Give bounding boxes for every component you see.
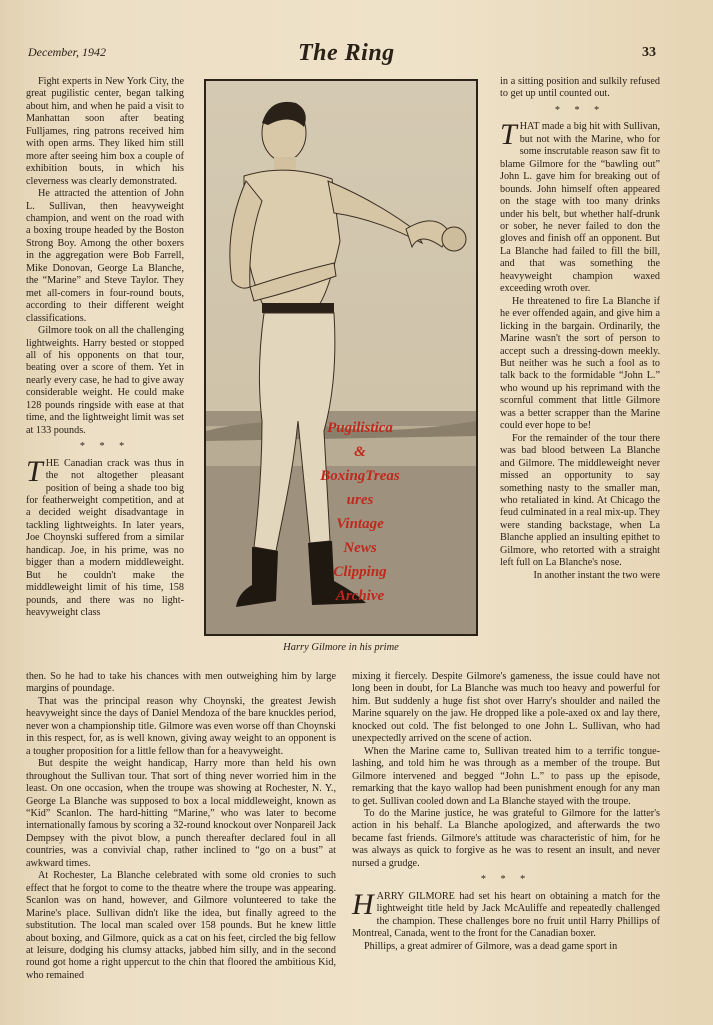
- paragraph: For the remainder of the tour there was bad blood between La Blanche and Gilmore. The middleweight never missed an opportunity to say something nasty to the smaller man, who retaliated in kind. At Chicago the feud culminated in a real mix-up. They were standing backstage, when La Blanche applied an insulting epithet to Gilmore, who retorted with a straight left full on La Blanche's nose.: [500, 432, 660, 569]
- right-column: [500, 76, 660, 582]
- paragraph: When the Marine came to, Sullivan treated him to a terrific tongue-lashing, and told him he was through as a member of the troupe. But Gilmore intervened and begged “John L.” to pass up the episode, remarking that the kayo wallop had been punishment enough for any man to get. Sullivan cooled down and La Blanche stayed with the troupe.: [352, 745, 660, 807]
- lower-right-column: [352, 671, 660, 953]
- paragraph: in a sitting position and sulkily refused to get up until counted out.: [500, 76, 660, 100]
- paragraph: Gilmore took on all the challenging lightweights. Harry bested or stopped all of his opponents on that tour, beating over a score of them. Yet in nearly every case, he had to give away considerable weight. He could make 128 pounds ringside with ease at that time, and the lightweight limit was set at 133 pounds.: [26, 325, 184, 436]
- section-divider: * * *: [79, 441, 131, 453]
- watermark-line: &: [354, 444, 366, 460]
- paragraph: Phillips, a great admirer of Gilmore, was a dead game sport in: [364, 940, 618, 952]
- paragraph: That was the principal reason why Choynski, the greatest Jewish heavyweight since the days of Daniel Mendoza of the bare knuckles period, never won a championship title. Gilmore was even worse off than Choynski in this respect, for, as is well known, giving away weight to an opponent is a tougher proposition for a little fellow than for a heavyweight.: [26, 695, 336, 757]
- left-column: [26, 76, 184, 619]
- paragraph: To do the Marine justice, he was grateful to Gilmore for the latter's action in his behalf. La Blanche apologized, and afterwards the two became fast friends. Gilmore's attitude was characteristic of him, for he was always as quick to forgive as he was to resent an insult, and never nursed a grudge.: [352, 807, 660, 869]
- drop-cap: T: [26, 454, 43, 488]
- paragraph: [500, 118, 660, 295]
- watermark-line: Clipping: [333, 564, 387, 580]
- paragraph: Fight experts in New York City, the great pugilistic center, began talking about him, and when he paid a visit to Manhattan soon after beating Fulljames, ring patrons received him with open arms. They liked him still more after seeing him box a couple of exhibition bouts, in which his cleverness was clearly demonstrated.: [26, 76, 184, 187]
- paragraph-text: HAT made a big hit with Sullivan, but not with the Marine, who for some inscrutable reason saw fit to blame Gilmore for the “bawling out” John L. gave him for breaking out of bounds. John himself often appeared on the stage with too many drinks under his belt, but whether half-drunk or sober, he never failed to don the gloves and finish off an opponent. But La Blanche had failed to fill the bill, and that was something the heavyweight champion waxed exceeding wroth over.: [500, 121, 660, 295]
- paragraph: But despite the weight handicap, Harry more than held his own throughout the Sullivan tour. That sort of thing never worried him in the least. On one occasion, when the troupe was showing at Rochester, N. Y., George La Blanche was supposed to box a local middleweight, known as “Kid” Scanlon. The hard-hitting “Marine,” who was later to become internationally famous by scoring a 32-round knockout over Nonpareil Jack Dempsey with the pivot blow, a punch thereafter declared foul in all countries, was a convivial chap, rather inclined to “go on a bust” at awkward times.: [26, 758, 336, 869]
- header-date: December, 1942: [28, 45, 106, 59]
- watermark-line: Vintage: [336, 516, 384, 532]
- paragraph: [352, 887, 660, 941]
- watermark: [300, 416, 420, 608]
- paragraph: mixing it fiercely. Despite Gilmore's gameness, the issue could have not long been in doubt, for La Blanche was much too heavy and powerful for him. But suddenly a huge fist shot over Harry's shoulder and nailed the Marine squarely on the jaw. He dropped like a pole-axed ox and lay there, knocked out cold. The fist belonged to one John L. Sullivan, who had unexpectedly arrived on the scene of action.: [352, 671, 660, 745]
- drop-cap: T: [500, 118, 517, 152]
- page-number: 33: [642, 45, 656, 60]
- paragraph: then. So he had to take his chances with men outweighing him by large margins of poundage.: [26, 671, 336, 695]
- paragraph-text: ARRY GILMORE had set his heart on obtaining a match for the lightweight title held by Jack McAuliffe and repeatedly challenged the champion. These challenges bore no fruit until Harry Phillips of Montreal, Canada, went to the front for the Canadian boxer.: [352, 890, 660, 940]
- section-divider: * * *: [554, 104, 606, 116]
- paragraph: He attracted the attention of John L. Sullivan, then heavyweight champion, and went on the road with a boxing troupe headed by the Boston Strong Boy. Among the other boxers in the aggregation were Bob Farrell, Mike Donovan, George La Blanche, the “Marine” and Steve Taylor. They met all-comers in four-round bouts, according to their different weight classifications.: [26, 188, 184, 324]
- watermark-line: Archive: [335, 588, 385, 604]
- lower-left-column: [26, 671, 336, 982]
- paragraph: He threatened to fire La Blanche if he ever offended again, and give him a licking in the bargain. Ordinarily, the Marine wasn't the sort of person to accept such a dressing-down meekly. But neither was he such a fool as to talk back to the formidable “John L.” who wound up his reprimand with the scornful comment that little Gilmore was a better scrapper than the Marine could ever hope to be!: [500, 295, 660, 432]
- section-divider: * * *: [480, 874, 532, 886]
- photo-caption: Harry Gilmore in his prime: [283, 642, 399, 653]
- watermark-line: News: [343, 540, 377, 556]
- paragraph-text: HE Canadian crack was thus in the not altogether pleasant position of being a shade too big for featherweight competition, and at a decided weight disadvantage in tackling lightweights. In later years, Joe Choynski suffered from a similar handicap. Joe, in his prime, was no bigger than a modern middleweight. But he couldn't make the middleweight limit of his time, 158 pounds, and there was no light-heavyweight class: [26, 457, 184, 619]
- paragraph: [26, 454, 184, 620]
- magazine-title: The Ring: [298, 40, 395, 66]
- paragraph: At Rochester, La Blanche celebrated with some old cronies to such effect that he forgot to come to the theatre where the troupe was appearing. Scanlon was on hand, however, and Gilmore volunteered to take the Marine's place. Sullivan didn't like the idea, but finally agreed to the substitution. The local man scaled over 158 pounds. But he knew little about boxing, and Gilmore, quick as a cat on his feet, circled the big fellow at leisure, dodging his clumsy attacks, jabbed him silly, and in the second round got home a right uppercut to the chin that floored the ambitious Kid, who remained: [26, 870, 336, 981]
- paragraph: In another instant the two were: [533, 569, 660, 581]
- drop-cap: H: [352, 887, 374, 921]
- watermark-line: Pugilistica: [327, 420, 393, 436]
- watermark-line: ures: [346, 492, 374, 508]
- watermark-line: BoxingTreas: [320, 468, 400, 484]
